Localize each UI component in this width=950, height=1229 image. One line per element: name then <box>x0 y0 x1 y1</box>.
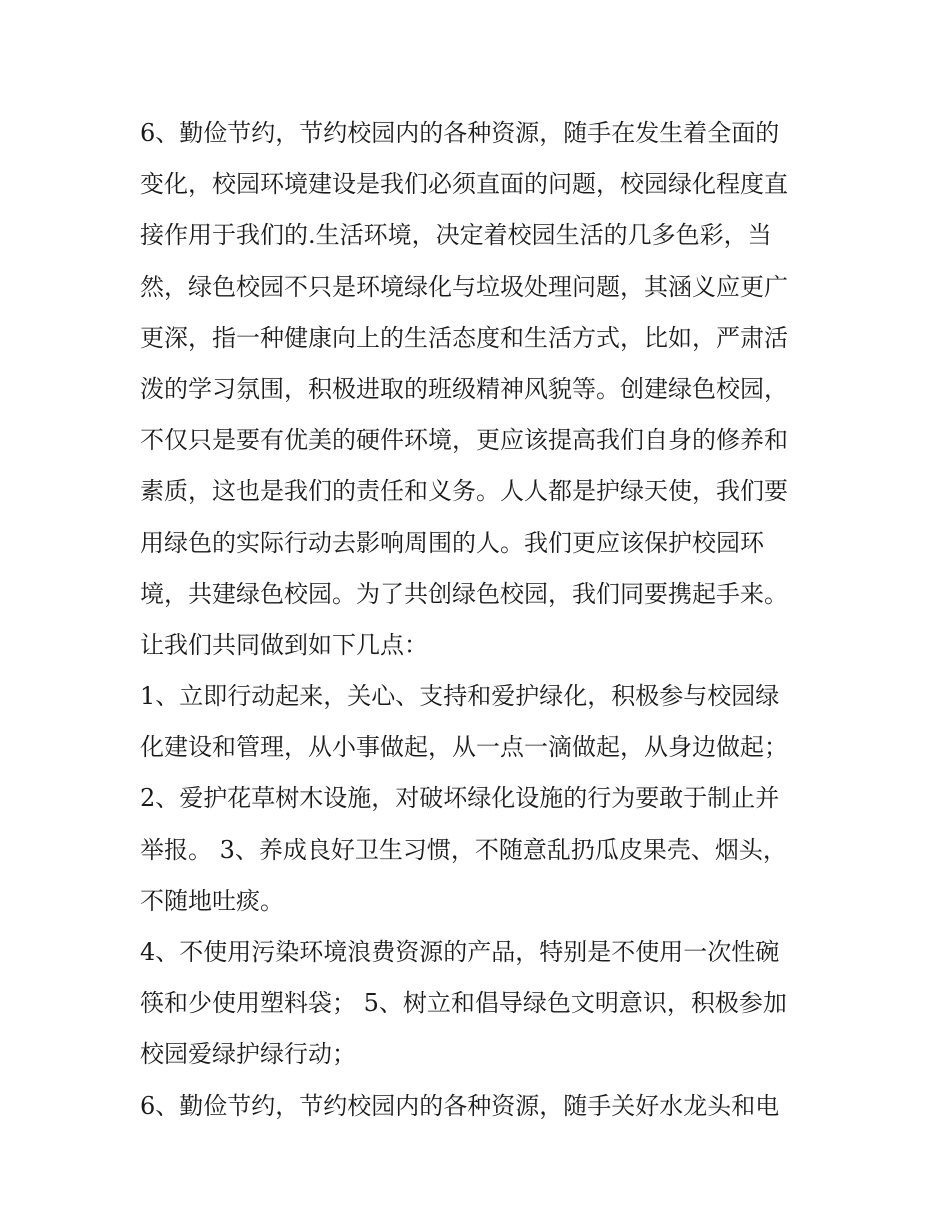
text-line-9: 用绿色的实际行动去影响周围的人。我们更应该保护校园环 <box>140 528 764 557</box>
text-line-1: 6、勤俭节约，节约校园内的各种资源，随手在发生着全面的 <box>140 119 780 147</box>
text-line-20: 6、勤俭节约，节约校园内的各种资源，随手关好水龙头和电 <box>140 1091 780 1120</box>
text-line-6: 泼的学习氛围，积极进取的班级精神风貌等。创建绿色校园， <box>140 374 788 403</box>
text-line-2: 变化，校园环境建设是我们必须直面的问题，校园绿化程度直 <box>140 170 788 199</box>
text-line-12: 1、立即行动起来，关心、支持和爱护绿化，积极参与校园绿 <box>140 682 780 711</box>
text-line-11: 让我们共同做到如下几点： <box>140 630 428 659</box>
text-line-10: 境，共建绿色校园。为了共创绿色校园，我们同要携起手来。 <box>140 579 788 608</box>
text-line-7: 不仅只是要有优美的硬件环境，更应该提高我们自身的修养和 <box>140 426 788 455</box>
text-line-18: 筷和少使用塑料袋； 5、树立和倡导绿色文明意识，积极参加 <box>140 989 787 1018</box>
text-line-5: 更深，指一种健康向上的生活态度和生活方式，比如，严肃活 <box>140 323 788 352</box>
text-line-8: 素质，这也是我们的责任和义务。人人都是护绿天使，我们要 <box>140 477 788 506</box>
text-line-19: 校园爱绿护绿行动； <box>140 1040 356 1069</box>
text-line-16: 不随地吐痰。 <box>140 886 284 915</box>
text-line-14: 2、爱护花草树木设施，对破坏绿化设施的行为要敢于制止并 <box>140 784 780 813</box>
text-line-15: 举报。 3、养成良好卫生习惯，不随意乱扔瓜皮果壳、烟头， <box>140 835 787 864</box>
text-line-4: 然，绿色校园不只是环境绿化与垃圾处理问题，其涵义应更广 <box>140 272 788 301</box>
text-line-13: 化建设和管理，从小事做起，从一点一滴做起，从身边做起； <box>140 733 788 762</box>
document-body <box>140 108 820 1132</box>
text-line-17: 4、不使用污染环境浪费资源的产品，特别是不使用一次性碗 <box>140 938 780 966</box>
text-line-3: 接作用于我们的.生活环境，决定着校园生活的几多色彩，当 <box>140 221 772 250</box>
